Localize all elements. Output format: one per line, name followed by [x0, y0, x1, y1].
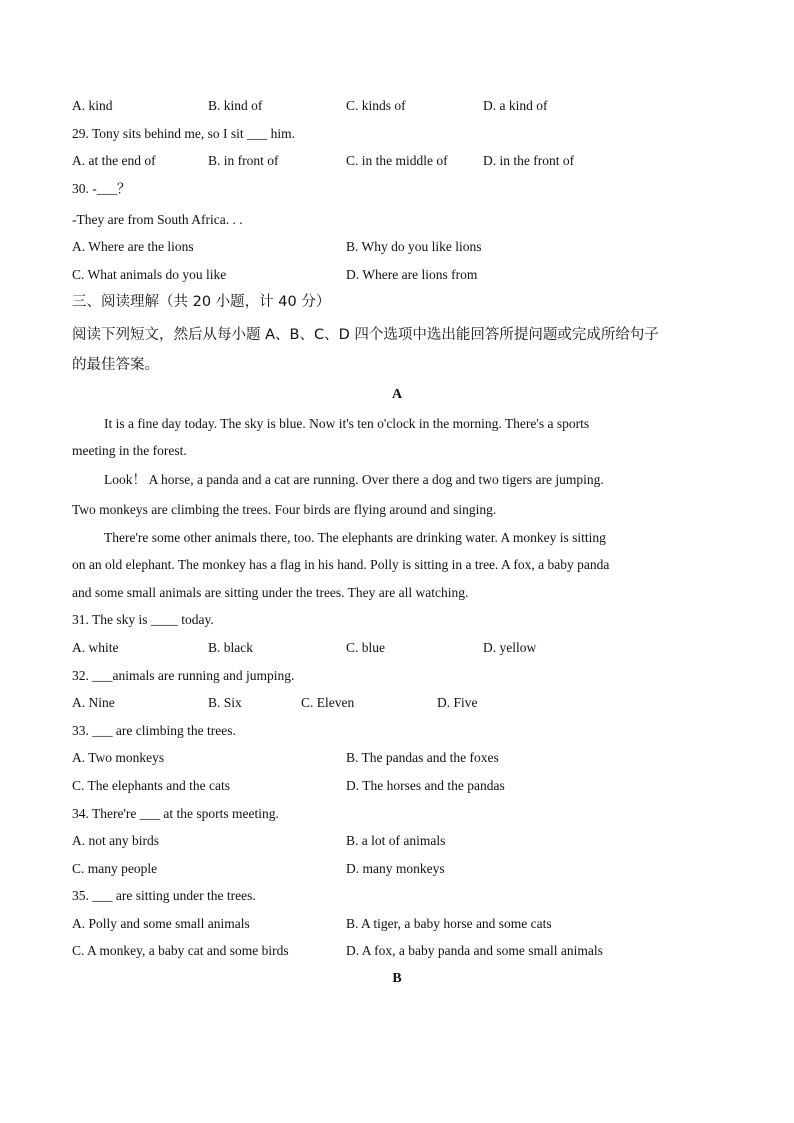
q35-stem: 35. ___ are sitting under the trees.	[72, 888, 256, 903]
q31-option-d: D. yellow	[483, 640, 537, 655]
q28-option-c: C. kinds of	[346, 98, 406, 113]
passage-a-line: and some small animals are sitting under the trees. They are all watching.	[72, 585, 469, 600]
passage-a-line: There're some other animals there, too. The elephants are drinking water. A monkey is sitting	[104, 530, 606, 545]
q34-stem: 34. There're ___ at the sports meeting.	[72, 806, 279, 821]
q33-option-b: B. The pandas and the foxes	[346, 750, 499, 765]
q32-option-c: C. Eleven	[301, 695, 355, 710]
q29-option-c: C. in the middle of	[346, 153, 448, 168]
q29-option-b: B. in front of	[208, 153, 279, 168]
q31-stem: 31. The sky is ____ today.	[72, 612, 214, 627]
q30-answer-line: -They are from South Africa. . .	[72, 212, 243, 227]
q28-option-b: B. kind of	[208, 98, 263, 113]
q30-option-c: C. What animals do you like	[72, 267, 227, 282]
q31-option-b: B. black	[208, 640, 253, 655]
q32-option-d: D. Five	[437, 695, 478, 710]
q33-option-d: D. The horses and the pandas	[346, 778, 505, 793]
q31-option-a: A. white	[72, 640, 119, 655]
q30-option-d: D. Where are lions from	[346, 267, 478, 282]
q34-option-c: C. many people	[72, 861, 158, 876]
q34-option-d: D. many monkeys	[346, 861, 445, 876]
q32-option-b: B. Six	[208, 695, 242, 710]
q35-option-d: D. A fox, a baby panda and some small animals	[346, 943, 603, 958]
q32-option-a: A. Nine	[72, 695, 115, 710]
q34-option-b: B. a lot of animals	[346, 833, 446, 848]
q30-option-b: B. Why do you like lions	[346, 239, 482, 254]
q29-option-a: A. at the end of	[72, 153, 156, 168]
q35-option-c: C. A monkey, a baby cat and some birds	[72, 943, 289, 958]
section-heading: 三、阅读理解（共 20 小题，计 40 分）	[72, 294, 331, 310]
q30-option-a: A. Where are the lions	[72, 239, 194, 254]
passage-a-line: on an old elephant. The monkey has a flag in his hand. Polly is sitting in a tree. A fox, a baby panda	[72, 557, 610, 572]
q30-stem: 30. -___？	[72, 181, 131, 196]
q33-stem: 33. ___ are climbing the trees.	[72, 723, 236, 738]
passage-a-line: Two monkeys are climbing the trees. Four birds are flying around and singing.	[72, 502, 497, 517]
q32-stem: 32. ___animals are running and jumping.	[72, 668, 295, 683]
q33-option-c: C. The elephants and the cats	[72, 778, 230, 793]
q31-option-c: C. blue	[346, 640, 385, 655]
q34-option-a: A. not any birds	[72, 833, 159, 848]
q29-option-d: D. in the front of	[483, 153, 575, 168]
section-instruction-line1: 阅读下列短文，然后从每小题 A、B、C、D 四个选项中选出能回答所提问题或完成所给句子	[72, 327, 659, 343]
passage-b-label: B	[392, 971, 402, 986]
q33-option-a: A. Two monkeys	[72, 750, 165, 765]
q29-stem: 29. Tony sits behind me, so I sit ___ him.	[72, 126, 296, 141]
q28-option-d: D. a kind of	[483, 98, 548, 113]
passage-a-line: It is a fine day today. The sky is blue. Now it's ten o'clock in the morning. There's a sports	[104, 416, 590, 431]
q28-option-a: A. kind	[72, 98, 113, 113]
q35-option-b: B. A tiger, a baby horse and some cats	[346, 916, 552, 931]
q35-option-a: A. Polly and some small animals	[72, 916, 250, 931]
section-instruction-line2: 的最佳答案。	[72, 357, 159, 373]
passage-a-label: A	[391, 387, 403, 402]
passage-a-line: Look！ A horse, a panda and a cat are running. Over there a dog and two tigers are jumping.	[104, 472, 604, 487]
passage-a-line: meeting in the forest.	[72, 443, 187, 458]
